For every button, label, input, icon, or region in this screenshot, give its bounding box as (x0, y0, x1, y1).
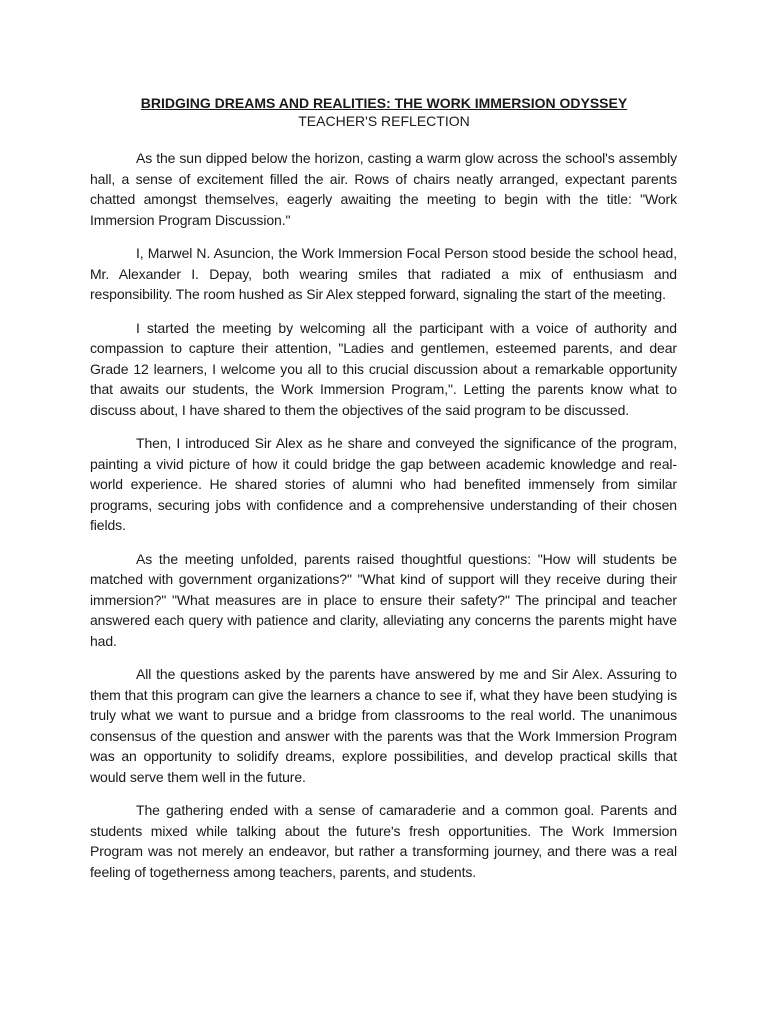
paragraph-4: Then, I introduced Sir Alex as he share and conveyed the significance of the program, painting a vivid picture of how it could bridge the gap between academic knowledge and real-world experience. He shared stories of alumni who had benefited immensely from similar programs, securing jobs with confidence and a comprehensive understanding of their chosen fields. (90, 435, 677, 533)
paragraph-1: As the sun dipped below the horizon, casting a warm glow across the school's assembly hall, a sense of excitement filled the air. Rows of chairs neatly arranged, expectant parents chatted amongst themselves, eagerly awaiting the meeting to begin with the title: "Work Immersion Program Discussion." (90, 150, 677, 228)
paragraph-6: All the questions asked by the parents have answered by me and Sir Alex. Assuring to them that this program can give the learners a chance to see if, what they have been studying is truly what we want to pursue and a bridge from classrooms to the real world. The unanimous consensus of the question and answer with the parents was that the Work Immersion Program was an opportunity to solidify dreams, explore possibilities, and develop practical skills that would serve them well in the future. (90, 666, 677, 785)
document-title: BRIDGING DREAMS AND REALITIES: THE WORK IMMERSION ODYSSEY (140, 95, 628, 111)
paragraph-5: As the meeting unfolded, parents raised thoughtful questions: "How will students be matched with government organizations?" "What kind of support will they receive during their immersion?" "What measures are in place to ensure their safety?" The principal and teacher answered each query with patience and clarity, alleviating any concerns the parents might have had. (90, 550, 677, 649)
document-subtitle: TEACHER'S REFLECTION (298, 113, 470, 129)
paragraph-2: I, Marwel N. Asuncion, the Work Immersion Focal Person stood beside the school head, Mr. Alexander I. Depay, both wearing smiles that radiated a mix of enthusiasm and responsibility. The room hushed as Sir Alex stepped forward, signaling the start of the meeting. (90, 245, 677, 302)
document-body (90, 148, 677, 895)
paragraph-3: I started the meeting by welcoming all the participant with a voice of authority and compassion to capture their attention, "Ladies and gentlemen, esteemed parents, and dear Grade 12 learners, I welcome you all to this crucial discussion about a remarkable opportunity that awaits our students, the Work Immersion Program,". Letting the parents know what to discuss about, I have shared to them the objectives of the said program to be discussed. (90, 319, 677, 418)
paragraph-7: The gathering ended with a sense of camaraderie and a common goal. Parents and students mixed while talking about the future's fresh opportunities. The Work Immersion Program was not merely an endeavor, but rather a transforming journey, and there was a real feeling of togetherness among teachers, parents, and students. (90, 802, 677, 880)
